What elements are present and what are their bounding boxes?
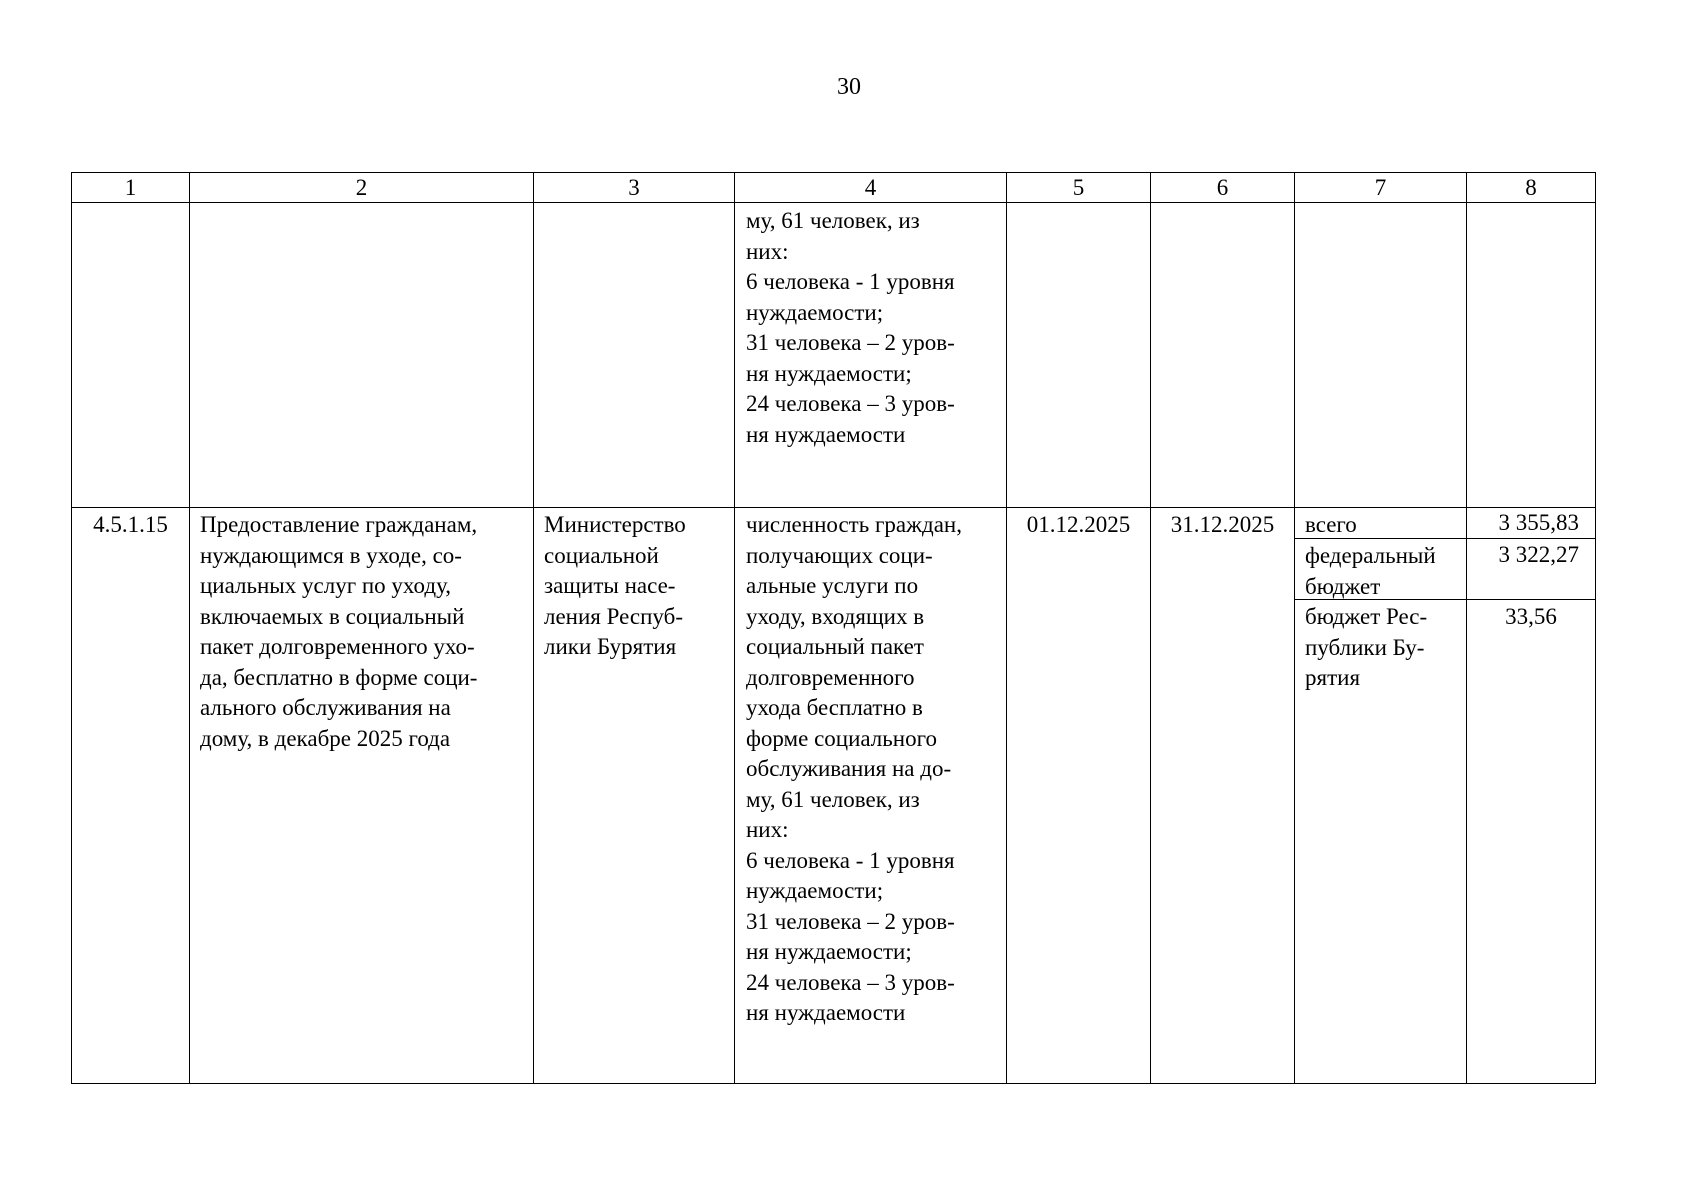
column-header-7: 7	[1374, 175, 1387, 200]
target-indicator: численность граждан, получающих соци- альные услуги по уходу, входящих в социальный пакет долговременного ухода бесплатно в форме социального обслуживания на до- му, 61 человек, из них: 6 человека - 1 уровня нуждаемости; 31 человека – 2 уров- ня нуждаемости; 24 человека – 3 уров- ня нуждаемости	[746, 512, 962, 1025]
column-header-6: 6	[1216, 175, 1229, 200]
row-number: 4.5.1.15	[93, 512, 168, 537]
column-header-4: 4	[864, 175, 877, 200]
table-border-bottom	[71, 1083, 1596, 1084]
column-border	[1150, 172, 1151, 1084]
column-border	[1294, 172, 1295, 1084]
column-header-3: 3	[628, 175, 640, 200]
continuation-indicator-text: му, 61 человек, из них: 6 человека - 1 уровня нуждаемости; 31 человека – 2 уров- ня нуждаемости; 24 человека – 3 уров- ня нуждаемости	[746, 208, 955, 447]
funding-source-federal: федеральный бюджет	[1305, 543, 1436, 599]
event-description: Предоставление гражданам, нуждающимся в уходе, со- циальных услуг по уходу, включаемых в социальный пакет долговременного ухо- да, бесплатно в форме соци- ального обслуживания на дому, в декабре 2025 года	[200, 512, 478, 751]
table-border-top	[71, 172, 1596, 173]
column-border	[1006, 172, 1007, 1084]
funding-source-regional: бюджет Рес- публики Бу- рятия	[1305, 604, 1428, 690]
column-header-1: 1	[124, 175, 137, 200]
row-separator	[71, 507, 1596, 508]
column-header-8: 8	[1525, 175, 1537, 200]
funding-source-total: всего	[1305, 512, 1357, 537]
column-border	[734, 172, 735, 1084]
column-border	[189, 172, 190, 1084]
column-header-2: 2	[355, 175, 368, 200]
funding-amount-total: 3 355,83	[1498, 510, 1579, 535]
funding-amount-regional: 33,56	[1505, 604, 1557, 629]
column-border	[71, 172, 72, 1084]
column-border	[1595, 172, 1596, 1084]
responsible-executor: Министерство социальной защиты насе- ления Респуб- лики Бурятия	[544, 512, 686, 659]
end-date: 31.12.2025	[1170, 512, 1275, 537]
header-row-border	[71, 202, 1596, 203]
column-header-5: 5	[1072, 175, 1085, 200]
column-border	[533, 172, 534, 1084]
start-date: 01.12.2025	[1026, 512, 1131, 537]
funding-amount-federal: 3 322,27	[1498, 542, 1579, 567]
page-number: 30	[837, 74, 861, 100]
